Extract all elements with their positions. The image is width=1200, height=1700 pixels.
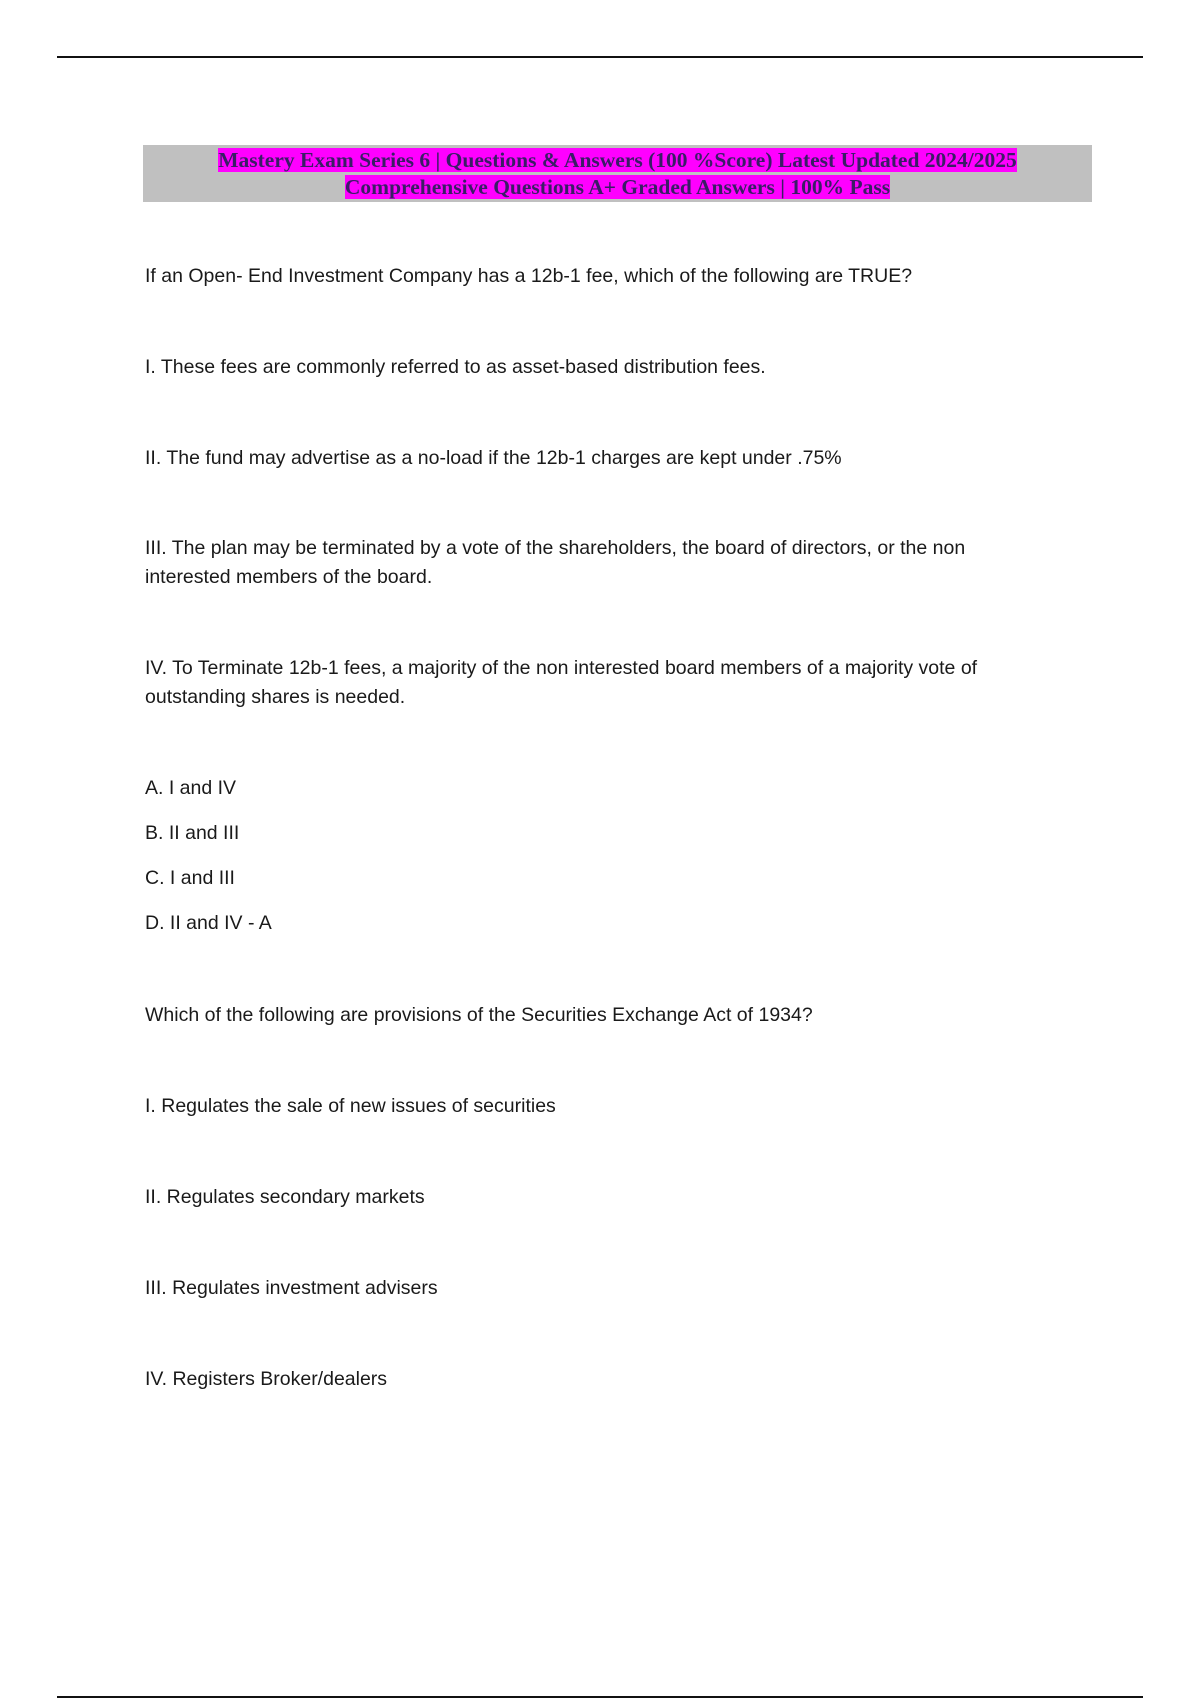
- title-line-1: Mastery Exam Series 6 | Questions & Answers (100 %Score) Latest Updated 2024/2025: [218, 148, 1017, 172]
- document-title: [143, 145, 1092, 202]
- question-1-option-a: A. I and IV: [145, 777, 237, 799]
- question-1-statement-3: III. The plan may be terminated by a vote of the shareholders, the board of directors, or the non interested members of the board.: [145, 537, 966, 588]
- question-2-statement-3: III. Regulates investment advisers: [145, 1277, 438, 1299]
- question-1-statement-2: II. The fund may advertise as a no-load if the 12b-1 charges are kept under .75%: [145, 447, 842, 469]
- question-2-statement-2: II. Regulates secondary markets: [145, 1186, 425, 1208]
- question-1-statement-4: IV. To Terminate 12b-1 fees, a majority of the non interested board members of a majority vote of outstanding shares is needed.: [145, 657, 978, 708]
- header-rule: [57, 56, 1143, 58]
- question-1-option-b: B. II and III: [145, 822, 240, 844]
- title-line-2: Comprehensive Questions A+ Graded Answers | 100% Pass: [344, 175, 891, 199]
- question-1-statement-1: I. These fees are commonly referred to as asset-based distribution fees.: [145, 356, 766, 378]
- question-1-prompt: If an Open- End Investment Company has a 12b-1 fee, which of the following are TRUE?: [145, 265, 913, 287]
- question-2-statement-4: IV. Registers Broker/dealers: [145, 1368, 388, 1390]
- question-2-statement-1: I. Regulates the sale of new issues of securities: [145, 1095, 556, 1117]
- question-1-option-d: D. II and IV - A: [145, 912, 272, 934]
- question-2-prompt: Which of the following are provisions of the Securities Exchange Act of 1934?: [145, 1004, 813, 1026]
- footer-rule: [57, 1696, 1143, 1698]
- question-1-option-c: C. I and III: [145, 867, 235, 889]
